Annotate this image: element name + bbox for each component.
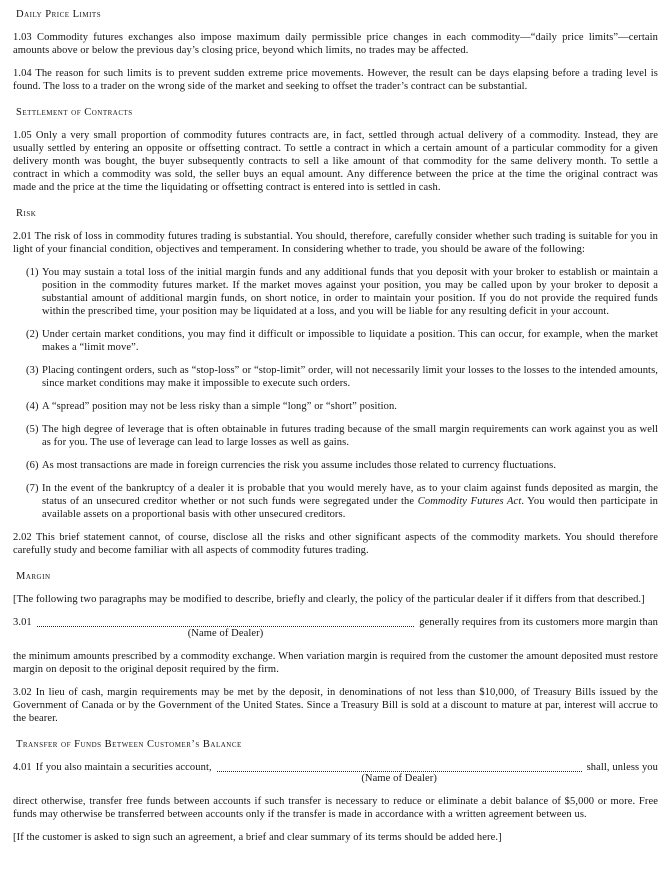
paragraph-3-01-continuation: the minimum amounts prescribed by a commodity exchange. When variation margin is required from the customer the amount deposited must restore margin on deposit to the original deposit required by the firm. — [13, 651, 658, 675]
paragraph-number: 3.01 — [13, 617, 32, 628]
paragraph-1-05 — [13, 129, 658, 194]
statute-name-italic: Commodity Futures Act — [417, 496, 522, 507]
paragraph-text: The risk of loss in commodity futures trading is substantial. You should, therefore, carefully consider whether such trading is suitable for you in light of your financial condition, objectives and temperament. In considering whether to trade, you should be aware of the following: — [13, 231, 658, 255]
paragraph-2-01 — [13, 230, 658, 256]
list-item-text — [42, 482, 658, 521]
risk-item-6 — [26, 459, 658, 472]
agreement-summary-note: [If the customer is asked to sign such an agreement, a brief and clear summary of its terms should be added here.] — [13, 832, 502, 843]
risk-item-1 — [26, 266, 658, 318]
paragraph-text: Commodity futures exchanges also impose maximum daily permissible price changes in each commodity—“daily price limits”—certain amounts above or below the previous day’s closing price, beyond which limits, no trades may be affected. — [13, 32, 658, 56]
list-marker: (5) — [26, 424, 39, 435]
fill-line-tail-text: generally requires from its customers more margin than — [419, 617, 658, 628]
list-item-text: Placing contingent orders, such as “stop-loss” or “stop-limit” order, will not necessarily limit your losses to the losses to the intended amounts, since market conditions may make it impossible to execute such orders. — [42, 365, 658, 389]
paragraph-number: 1.04 — [13, 68, 32, 79]
paragraph-number: 3.02 — [13, 687, 32, 698]
list-item-text: You may sustain a total loss of the initial margin funds and any additional funds that you deposit with your broker to establish or maintain a position in the commodity futures market. If the market moves against your position, you may be called upon by your broker to deposit a substantial amount of additional margin funds, on short notice, in order to maintain your position. If you do not provide the required funds within the prescribed time, your position may be liquidated at a loss, and you will be liable for any resulting deficit in your account. — [42, 267, 658, 317]
paragraph-number: 2.01 — [13, 231, 32, 242]
paragraph-number: 1.05 — [13, 130, 32, 141]
list-marker: (7) — [26, 483, 39, 494]
paragraph-number: 1.03 — [13, 32, 32, 43]
fill-line-lead-text: If you also maintain a securities account, — [35, 762, 212, 773]
paragraph-text: The reason for such limits is to prevent sudden extreme price movements. However, the result can be days elapsing before a trading level is found. The loss to a trader on the wrong side of the market and seeking to offset the trader’s contract can be substantial. — [13, 68, 658, 92]
fill-in-line-3-01 — [13, 616, 658, 640]
blank-caption: (Name of Dealer) — [361, 773, 437, 784]
paragraph-2-02 — [13, 531, 658, 557]
section-heading-settlement-of-contracts: Settlement of Contracts — [16, 107, 133, 118]
list-item-text: The high degree of leverage that is often obtainable in futures trading because of the small margin requirements can work against you as well as for you. The use of leverage can lead to large losses as well as gains. — [42, 424, 658, 448]
paragraph-number: 4.01 — [13, 762, 32, 773]
risk-item-7 — [26, 482, 658, 521]
paragraph-number: 2.02 — [13, 532, 32, 543]
section-heading-transfer-of-funds: Transfer of Funds Between Customer’s Balance — [16, 739, 242, 750]
dealer-name-blank-wrap — [217, 761, 582, 785]
item-text-after-italic: . You would then participate in available assets on a proportional basis with other unsecured creditors. — [42, 496, 659, 520]
list-marker: (6) — [26, 460, 39, 471]
paragraph-text: In lieu of cash, margin requirements may be met by the deposit, in denominations of not less than $10,000, of Treasury Bills issued by the Government of Canada or by the Government of the United States. Since a Treasury Bill is sold at a discount to mature at par, interest will accrue to the bearer. — [13, 687, 658, 724]
paragraph-1-04 — [13, 67, 658, 93]
item-text-before-italic: In the event of the bankruptcy of a dealer it is probable that you would merely have, as to your claim against funds deposited as margin, the status of an unsecured creditor whether or not such funds were segregated under the — [42, 483, 658, 507]
dealer-name-blank — [37, 616, 414, 627]
risk-item-3 — [26, 364, 658, 390]
paragraph-1-03 — [13, 31, 658, 57]
list-item-text: Under certain market conditions, you may find it difficult or impossible to liquidate a position. This can occur, for example, when the market makes a “limit move”. — [42, 329, 658, 353]
section-heading-daily-price-limits: Daily Price Limits — [16, 9, 102, 20]
fill-line-tail-text: shall, unless you — [586, 762, 658, 773]
list-marker: (3) — [26, 365, 39, 376]
section-heading-risk: Risk — [16, 208, 37, 219]
paragraph-4-01-continuation: direct otherwise, transfer free funds between accounts if such transfer is necessary to reduce or eliminate a debit balance of $5,000 or more. Free funds may otherwise be transferred between accounts only if the transfer is made in accordance with a written agreement between us. — [13, 796, 658, 820]
list-item-text: A “spread” position may not be less risky than a simple “long” or “short” position. — [42, 401, 398, 412]
risk-item-2 — [26, 328, 658, 354]
fill-in-line-4-01 — [13, 761, 658, 785]
list-item-text: As most transactions are made in foreign currencies the risk you assume includes those related to currency fluctuations. — [42, 460, 557, 471]
margin-modification-note: [The following two paragraphs may be modified to describe, briefly and clearly, the policy of the particular dealer if it differs from that described.] — [13, 594, 645, 605]
paragraph-text: This brief statement cannot, of course, disclose all the risks and other significant aspects of the commodity markets. You should therefore carefully study and become familiar with all aspects of commodity futures trading. — [13, 532, 658, 556]
blank-caption: (Name of Dealer) — [187, 628, 264, 639]
risk-item-4 — [26, 400, 658, 413]
list-marker: (4) — [26, 401, 39, 412]
dealer-name-blank — [217, 761, 582, 772]
risk-list — [26, 266, 658, 521]
paragraph-3-02 — [13, 686, 658, 725]
paragraph-text: Only a very small proportion of commodity futures contracts are, in fact, settled through actual delivery of a commodity. Instead, they are usually settled by entering an opposite or offsetting contract. To settle a contract in which a certain amount of a particular commodity for a given delivery month was bought, the buyer subsequently contracts to sell a like amount of that commodity for the same delivery month. To settle a contract in which a commodity was sold, the seller buys an equal amount. Any difference between the price at the time the original contract was made and the price at the time the liquidating or offsetting contract is entered into is settled in cash. — [13, 130, 659, 193]
risk-item-5 — [26, 423, 658, 449]
dealer-name-blank-wrap — [37, 616, 414, 640]
list-marker: (2) — [26, 329, 39, 340]
list-marker: (1) — [26, 267, 39, 278]
section-heading-margin: Margin — [16, 571, 51, 582]
